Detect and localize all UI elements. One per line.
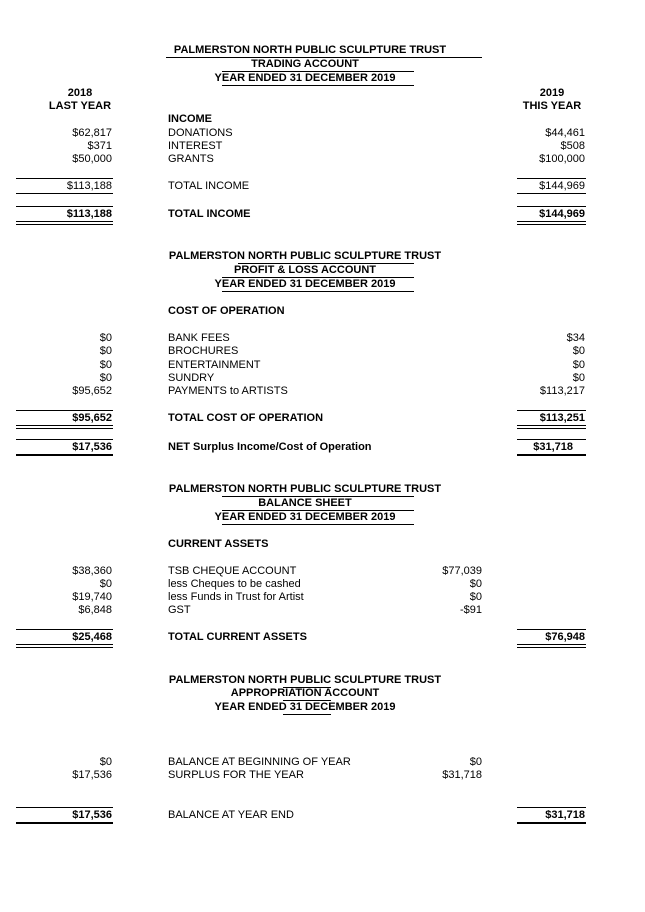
last-value: $17,536 (72, 441, 112, 453)
mid-value: $0 (469, 578, 482, 590)
mid-value: $0 (469, 591, 482, 603)
app-title: PALMERSTON NORTH PUBLIC SCULPTURE TRUST (168, 674, 442, 686)
divider (222, 524, 414, 525)
mid-value: -$91 (459, 604, 482, 616)
this-value: $44,461 (545, 127, 585, 139)
divider (517, 178, 586, 179)
trading-title: PALMERSTON NORTH PUBLIC SCULPTURE TRUST (173, 44, 447, 56)
row-label: GST (168, 604, 191, 616)
last-value: $17,536 (72, 809, 112, 821)
double-underline (517, 425, 586, 429)
divider (16, 178, 113, 179)
double-underline (517, 644, 586, 648)
row-label: TSB CHEQUE ACCOUNT (168, 565, 297, 577)
last-value: $0 (99, 332, 112, 344)
row-label: TOTAL INCOME (168, 180, 250, 192)
double-underline (517, 221, 586, 225)
col-right-year: 2019 (539, 87, 565, 99)
last-value: $50,000 (72, 153, 112, 165)
divider (222, 291, 414, 292)
this-value: $144,969 (539, 180, 585, 192)
row-label: SURPLUS FOR THE YEAR (168, 769, 304, 781)
divider (517, 439, 586, 440)
divider (16, 410, 113, 411)
bs-subtitle: BALANCE SHEET (258, 497, 352, 509)
row-label: SUNDRY (168, 372, 215, 384)
row-label: less Funds in Trust for Artist (168, 591, 304, 603)
last-value: $95,652 (72, 412, 112, 424)
this-value: $76,948 (545, 631, 585, 643)
underline (517, 822, 586, 824)
this-value: $508 (560, 140, 585, 152)
last-value: $113,188 (66, 208, 112, 220)
this-value: $0 (572, 359, 585, 371)
this-value: $0 (572, 345, 585, 357)
last-value: $0 (99, 578, 112, 590)
underline (16, 822, 113, 824)
last-value: $17,536 (72, 769, 112, 781)
last-value: $25,468 (72, 631, 112, 643)
row-label: PAYMENTS to ARTISTS (168, 385, 288, 397)
divider (16, 439, 113, 440)
bs-title: PALMERSTON NORTH PUBLIC SCULPTURE TRUST (168, 483, 442, 495)
this-value: $31,718 (533, 441, 573, 453)
divider (16, 206, 113, 207)
row-label: less Cheques to be cashed (168, 578, 301, 590)
row-label: BALANCE AT BEGINNING OF YEAR (168, 756, 351, 768)
divider (222, 85, 414, 86)
divider (517, 193, 586, 194)
this-value: $0 (572, 372, 585, 384)
mid-value: $0 (469, 756, 482, 768)
row-label: GRANTS (168, 153, 214, 165)
divider (517, 410, 586, 411)
bs-period: YEAR ENDED 31 DECEMBER 2019 (214, 511, 396, 523)
row-label: TOTAL CURRENT ASSETS (168, 631, 307, 643)
pl-title: PALMERSTON NORTH PUBLIC SCULPTURE TRUST (168, 250, 442, 262)
last-value: $0 (99, 372, 112, 384)
last-value: $95,652 (72, 385, 112, 397)
row-label: NET Surplus Income/Cost of Operation (168, 441, 372, 453)
last-value: $113,188 (66, 180, 112, 192)
this-value: $34 (566, 332, 585, 344)
cost-heading: COST OF OPERATION (168, 305, 285, 317)
double-underline (16, 425, 113, 429)
underline (517, 454, 586, 456)
col-left-label: LAST YEAR (48, 100, 112, 112)
last-value: $38,360 (72, 565, 112, 577)
this-value: $144,969 (539, 208, 585, 220)
mid-value: $77,039 (442, 565, 482, 577)
col-right-label: THIS YEAR (522, 100, 582, 112)
divider (517, 807, 586, 808)
row-label: BROCHURES (168, 345, 239, 357)
divider (16, 193, 113, 194)
double-underline (16, 221, 113, 225)
this-value: $31,718 (545, 809, 585, 821)
trading-period: YEAR ENDED 31 DECEMBER 2019 (214, 72, 396, 84)
mid-value: $31,718 (442, 769, 482, 781)
last-value: $62,817 (72, 127, 112, 139)
trading-subtitle: TRADING ACCOUNT (251, 58, 359, 70)
row-label: TOTAL COST OF OPERATION (168, 412, 324, 424)
double-underline (16, 644, 113, 648)
row-label: ENTERTAINMENT (168, 359, 261, 371)
pl-period: YEAR ENDED 31 DECEMBER 2019 (214, 278, 396, 290)
this-value: $100,000 (539, 153, 585, 165)
this-value: $113,217 (539, 385, 585, 397)
app-subtitle: APPROPRIATION ACCOUNT (230, 687, 380, 699)
divider (517, 206, 586, 207)
row-label: DONATIONS (168, 127, 233, 139)
last-value: $0 (99, 359, 112, 371)
divider (283, 714, 331, 715)
row-label: BALANCE AT YEAR END (168, 809, 294, 821)
assets-heading: CURRENT ASSETS (168, 538, 269, 550)
divider (16, 807, 113, 808)
divider (16, 629, 113, 630)
row-label: TOTAL INCOME (168, 208, 251, 220)
income-heading: INCOME (168, 113, 212, 125)
last-value: $0 (99, 345, 112, 357)
last-value: $371 (87, 140, 112, 152)
underline (16, 454, 113, 456)
this-value: $113,251 (539, 412, 585, 424)
app-period: YEAR ENDED 31 DECEMBER 2019 (214, 701, 396, 713)
last-value: $0 (99, 756, 112, 768)
row-label: BANK FEES (168, 332, 230, 344)
last-value: $19,740 (72, 591, 112, 603)
pl-subtitle: PROFIT & LOSS ACCOUNT (234, 264, 376, 276)
col-left-year: 2018 (67, 87, 93, 99)
row-label: INTEREST (168, 140, 223, 152)
last-value: $6,848 (78, 604, 112, 616)
divider (517, 629, 586, 630)
